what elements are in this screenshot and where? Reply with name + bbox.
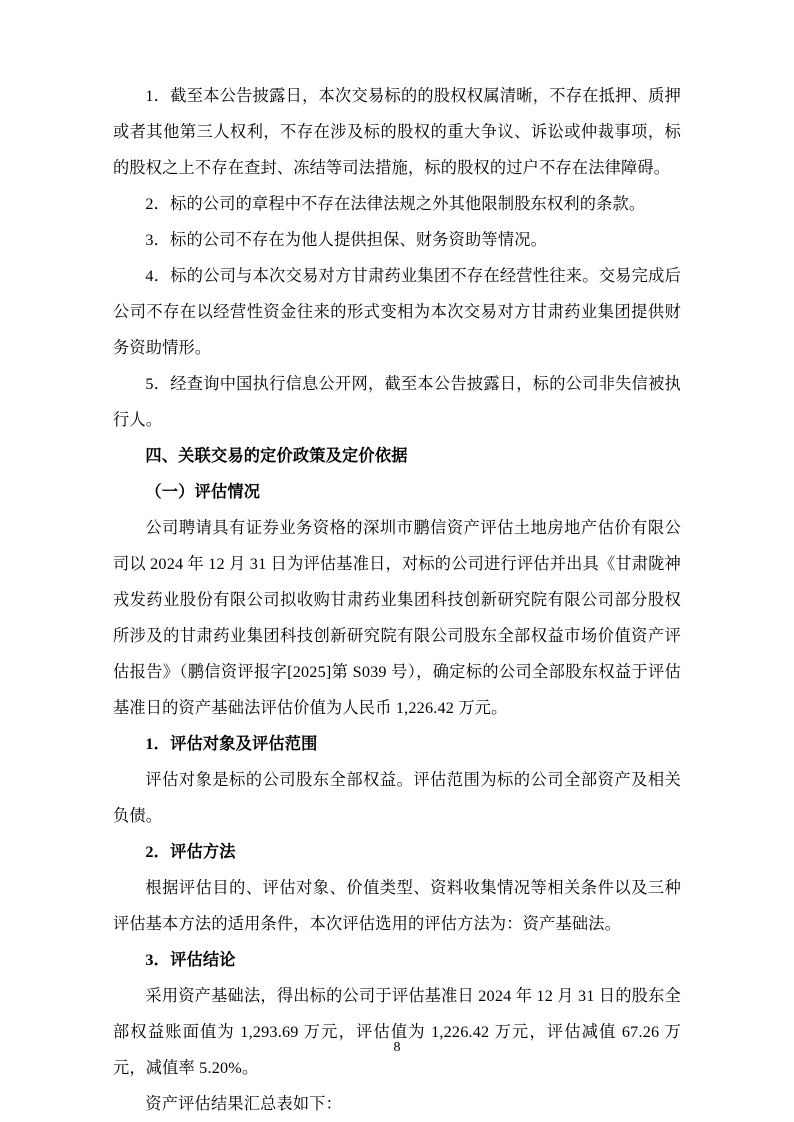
- paragraph-appraisal-conclusion: 采用资产基础法，得出标的公司于评估基准日 2024 年 12 月 31 日的股东全部权益账面值为 1,293.69 万元，评估值为 1,226.42 万元，评估减值 67.26 万元，减值率 5.20%。: [113, 987, 681, 1077]
- paragraph-appraisal-intro: 公司聘请具有证券业务资格的深圳市鹏信资产评估土地房地产估价有限公司以 2024 年 12 月 31 日为评估基准日，对标的公司进行评估并出具《甘肃陇神戎发药业股份有限公司拟收购甘肃药业集团科技创新研究院有限公司部分股权所涉及的甘肃药业集团科技创新研究院有限公司股东全部权益市场价值资产评估报告》（鹏信资评报字[2025]第 S039 号），确定标的公司全部股东权益于评估基准日的资产基础法评估价值为人民币 1,226.42 万元。: [113, 519, 681, 717]
- paragraph-appraisal-method: 根据评估目的、评估对象、价值类型、资料收集情况等相关条件以及三种评估基本方法的适用条件，本次评估选用的评估方法为：资产基础法。: [113, 879, 681, 933]
- paragraph-item-2: 2．标的公司的章程中不存在法律法规之外其他限制股东权利的条款。: [145, 195, 646, 213]
- paragraph-item-1: 1．截至本公告披露日，本次交易标的的股权权属清晰，不存在抵押、质押或者其他第三人权利，不存在涉及标的股权的重大争议、诉讼或仲裁事项，标的股权之上不存在查封、冻结等司法措施，标的股权的过户不存在法律障碍。: [113, 87, 681, 177]
- paragraph-table-lead: 资产评估结果汇总表如下：: [145, 1095, 343, 1113]
- paragraph-item-4: 4．标的公司与本次交易对方甘肃药业集团不存在经营性往来。交易完成后公司不存在以经营性资金往来的形式变相为本次交易对方甘肃药业集团提供财务资助情形。: [113, 267, 681, 357]
- paragraph-item-3: 3．标的公司不存在为他人提供担保、财务资助等情况。: [145, 231, 547, 249]
- page-content: [113, 78, 681, 1122]
- subsection-heading-one: （一）评估情况: [145, 483, 261, 501]
- paragraph-item-5: 5．经查询中国执行信息公开网，截至本公告披露日，标的公司非失信被执行人。: [113, 375, 681, 429]
- section-heading-four: 四、关联交易的定价政策及定价依据: [145, 447, 408, 465]
- subheading-appraisal-conclusion: 3．评估结论: [145, 951, 236, 969]
- subheading-appraisal-method: 2．评估方法: [145, 843, 236, 861]
- subheading-appraisal-object: 1．评估对象及评估范围: [145, 735, 318, 753]
- paragraph-appraisal-object: 评估对象是标的公司股东全部权益。评估范围为标的公司全部资产及相关负债。: [113, 771, 681, 825]
- page-number: 8: [393, 1040, 401, 1055]
